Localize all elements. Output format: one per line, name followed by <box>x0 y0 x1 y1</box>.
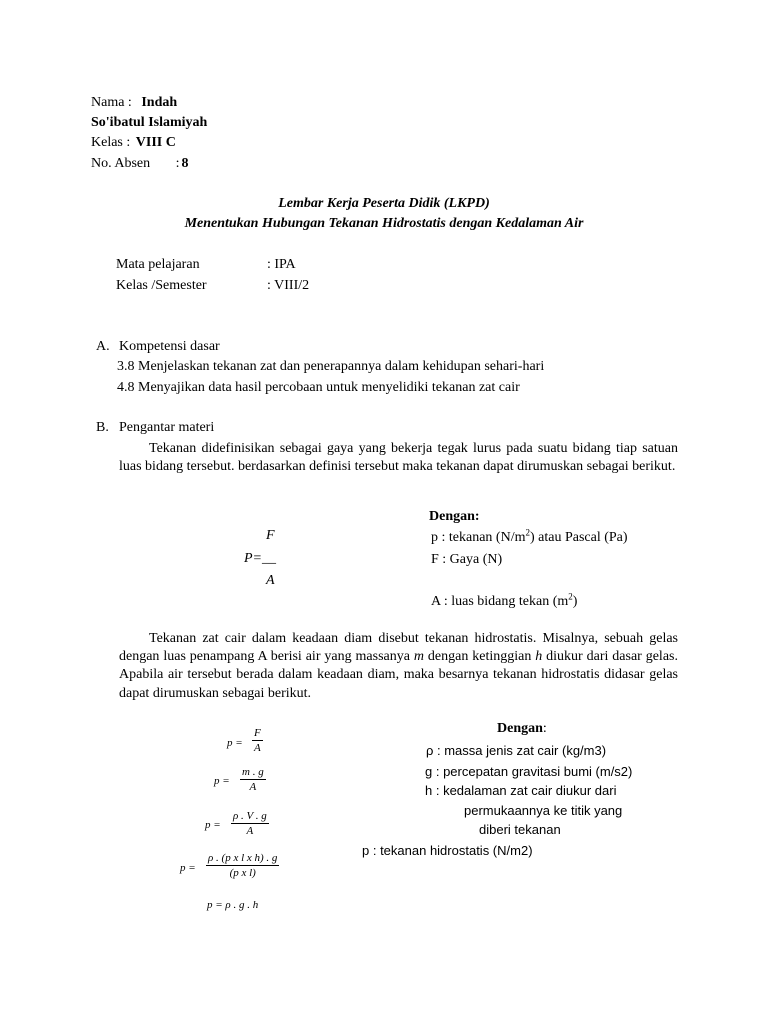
worksheet-title: Lembar Kerja Peserta Didik (LKPD) <box>278 196 490 211</box>
name-value: Indah <box>141 95 178 110</box>
dengan2-label: Dengan: <box>497 721 547 736</box>
intro-paragraph: Tekanan didefinisikan sebagai gaya yang bekerja tegak lurus pada suatu bidang tiap satuan luas bidang tersebut. berdasarkan definisi tersebut maka tekanan dapat dirumuskan sebagai berikut. <box>119 441 678 475</box>
formula2-5: p = ρ . g . h <box>207 899 259 911</box>
depth-definition-continued: diberi tekanan <box>479 822 561 837</box>
competency-item: 3.8 Menjelaskan tekanan zat dan penerapannya dalam kehidupan sehari-hari <box>117 359 545 374</box>
semester-value: : VIII/2 <box>267 278 310 293</box>
worksheet-subtitle: Menentukan Hubungan Tekanan Hidrostatis dengan Kedalaman Air <box>184 216 584 231</box>
absen-colon: : <box>175 156 180 171</box>
formula1-denominator: A <box>266 573 275 588</box>
subject-value: : IPA <box>267 257 296 272</box>
name-label: Nama : <box>91 95 132 110</box>
depth-definition: h : kedalaman zat cair diukur dari <box>425 783 617 798</box>
formula2-1-fraction: $\frac{F}{A}$ <box>254 727 261 754</box>
formula1-numerator: F <box>266 528 275 543</box>
absen-value: 8 <box>181 156 189 171</box>
formula2-4-lhs: p = <box>180 862 196 874</box>
depth-definition-continued: permukaannya ke titik yang <box>464 803 623 818</box>
competency-item: 4.8 Menyajikan data hasil percobaan untuk menyelidiki tekanan zat cair <box>117 380 520 395</box>
absen-label: No. Absen <box>91 156 151 171</box>
formula2-3-fraction: $\frac{\rho . V . g}{A}$ <box>233 810 267 837</box>
hydrostatic-pressure-definition: p : tekanan hidrostatis (N/m2) <box>362 843 533 858</box>
formula1-lhs: P=__ <box>244 551 276 566</box>
name-value-continued: So'ibatul Islamiyah <box>91 115 208 130</box>
force-definition: F : Gaya (N) <box>431 552 503 567</box>
subject-label: Mata pelajaran <box>116 257 200 272</box>
section-b-marker: B. <box>96 420 109 435</box>
semester-label: Kelas /Semester <box>116 278 207 293</box>
formula2-2-lhs: p = <box>214 775 230 787</box>
area-definition: A : luas bidang tekan $(m^2)$ <box>431 591 578 609</box>
section-a-heading: Kompetensi dasar <box>119 339 220 354</box>
class-row <box>91 135 176 152</box>
name-row <box>91 95 177 112</box>
section-b-heading: Pengantar materi <box>119 420 215 435</box>
class-value: VIII C <box>135 135 176 150</box>
section-a-marker: A. <box>96 339 110 354</box>
dengan1-label: Dengan: <box>429 509 480 524</box>
formula2-2-fraction: $\frac{m . g}{A}$ <box>242 766 264 793</box>
gravity-definition: g : percepatan gravitasi bumi (m/s2) <box>425 764 633 779</box>
formula2-1-lhs: p = <box>227 737 243 749</box>
density-definition: ρ : massa jenis zat cair (kg/m3) <box>426 743 607 758</box>
hydrostatic-paragraph: Tekanan zat cair dalam keadaan diam disebut tekanan hidrostatis. Misalnya, sebuah gelas dengan luas penampang A berisi air yang massanya m dengan ketinggian h diukur dari dasar gelas. Apabila air tersebut berada dalam keadaan diam, maka besarnya tekanan hidrostatis didasar gelas dapat dirumuskan sebagai berikut. <box>119 631 678 701</box>
absen-row <box>91 156 189 173</box>
formula2-4-fraction: $\frac{\text{ρ . (p x l x h) . g}}{\text{(p x l)}}$ <box>208 852 278 879</box>
formula2-3-lhs: p = <box>205 819 221 831</box>
class-label: Kelas : <box>91 135 131 150</box>
pressure-definition: p : tekanan $(N/m^2)$ atau Pascal (Pa) <box>431 527 628 545</box>
